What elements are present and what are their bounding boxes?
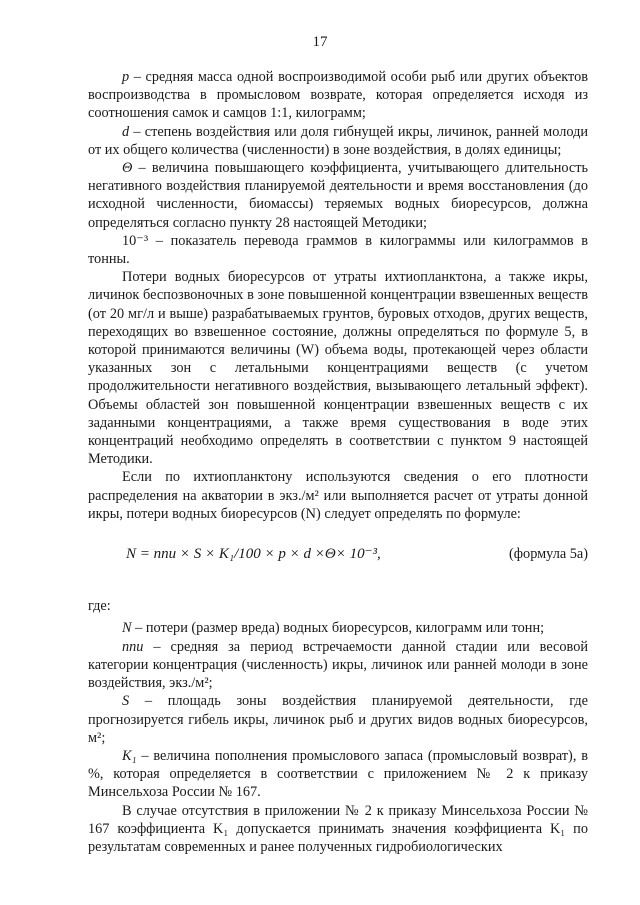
definition-N: N – потери (размер вреда) водных биоресурсов, килограмм или тонн; — [122, 620, 545, 637]
definition-p: p – средняя масса одной воспроизводимой особи рыб или других объектов воспроизводства в промысловом возврате, которая определяется исходя из соотношения самок и самцов 1:1, килограмм; — [88, 69, 588, 122]
formula-5a — [88, 545, 588, 563]
document-body — [88, 68, 588, 856]
definition-theta: Θ – величина повышающего коэффициента, учитывающего длительность негативного воздействия планируемой деятельности и время восстановления (до исходной численности, биомассы) теряемых водных биоресурсов, должна определяться согласно пункту 28 настоящей Методики; — [88, 160, 588, 231]
definition-K1: K₁ – величина пополнения промыслового запаса (промысловый возврат), в %, которая определяется в соответствии с приложением № 2 к приказу Минсельхоза России № 167. — [88, 747, 588, 801]
paragraph-density: Если по ихтиопланктону используются сведения о его плотности распределения на акватории в экз./м² или выполняется расчет от утраты донной икры, потери водных биоресурсов (N) следует определять по формуле: — [88, 469, 588, 522]
definition-S: S – площадь зоны воздействия планируемой деятельности, где прогнозируется гибель икры, личинок рыб и других видов водных биоресурсов, м²; — [88, 693, 588, 746]
definition-d: d – степень воздействия или доля гибнущей икры, личинок, ранней молоди от их общего количества (численности) в зоне воздействия, в долях единицы; — [88, 123, 588, 158]
paragraph-losses-ichthyoplankton: Потери водных биоресурсов от утраты ихтиопланктона, а также икры, личинок беспозвоночных в зоне повышенной концентрации взвешенных веществ (от 20 мг/л и выше) разрабатываемых грунтов, буровых отходов, других веществ, переходящих во взвешенное состояние, должны определяться по формуле 5, в которой принимаются величины (W) объема воды, протекающей через области указанных зон с летальными концентрациями веществ (с учетом продолжительности негативного воздействия, вызывающего летальный эффект). Объемы областей зон повышенной концентрации взвешенных веществ с их заданными концентрациями, а также время существования в воде этих концентраций необходимо определять в соответствии с пунктом 9 настоящей Методики. — [88, 269, 588, 468]
formula-label: (формула 5а) — [509, 546, 588, 563]
where-label: где: — [88, 598, 111, 615]
page-number: 17 — [312, 34, 328, 50]
formula-expression: N = nпи × S × K₁/100 × p × d ×Θ× 10⁻³, — [126, 546, 381, 563]
definition-npi: nпи – средняя за период встречаемости данной стадии или весовой категории концентрация (численность) икры, личинок или ранней молоди в зоне воздействия, экз./м²; — [88, 638, 588, 692]
paragraph-k1-absence: В случае отсутствия в приложении № 2 к приказу Минсельхоза России № 167 коэффициента K₁ допускается принимать значения коэффициента K₁ по результатам современных и ранее полученных гидробиологических — [88, 802, 588, 855]
definition-conversion: 10⁻³ – показатель перевода граммов в килограммы или килограммов в тонны. — [88, 232, 588, 268]
